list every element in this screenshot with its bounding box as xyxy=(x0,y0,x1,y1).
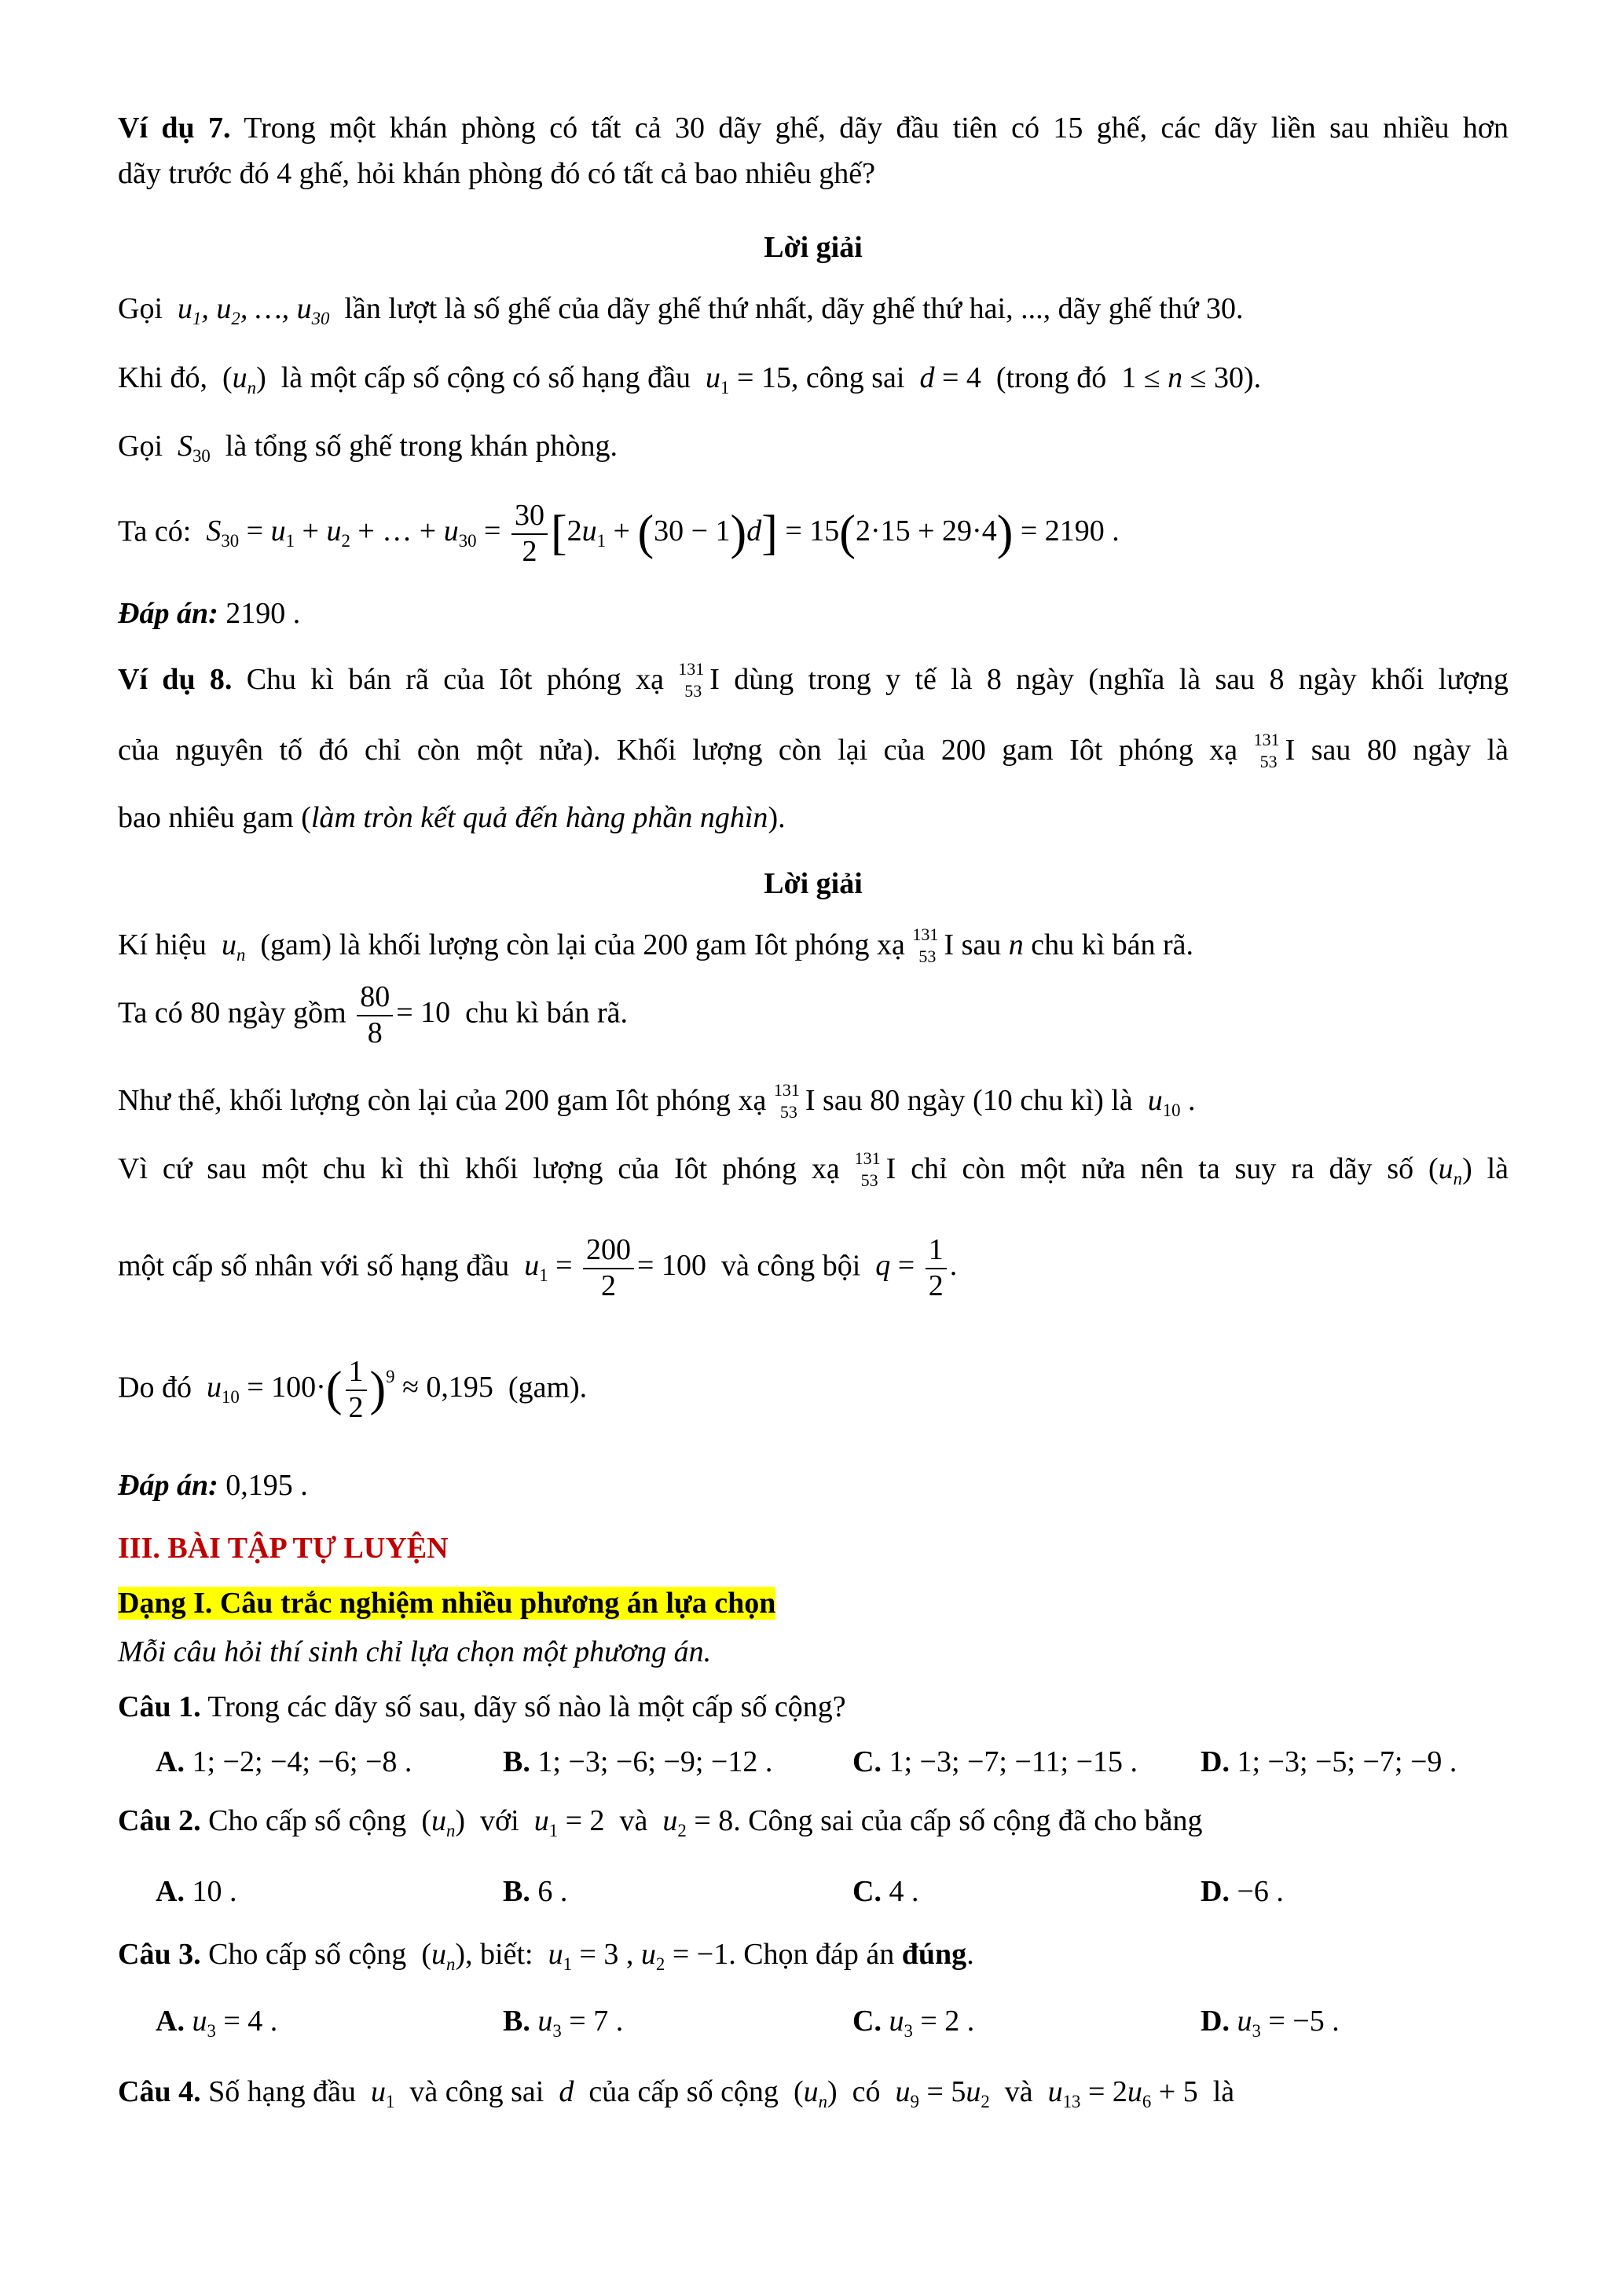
text: 8 xyxy=(986,663,1002,696)
math-expression: $u_{10}$ . xyxy=(1147,1084,1196,1120)
text: Câu 3. xyxy=(118,1938,201,1971)
example-7-text-2: dãy trước đó 4 ghế, hỏi khán phòng đó có tất cả bao nhiêu ghế? xyxy=(118,157,876,190)
text: một cấp số nhân với số hạng đầu xyxy=(118,1249,510,1283)
text: 8 xyxy=(1269,663,1285,696)
text: Câu 4. xyxy=(118,2075,201,2108)
text: 200 xyxy=(940,734,986,767)
example-8-solution-title: Lời giải xyxy=(764,867,863,900)
question-2-option-c xyxy=(852,1873,918,1911)
iodine-131-symbol: 131 53 xyxy=(678,659,705,701)
text: ngày (10 chu kì) là xyxy=(907,1084,1133,1117)
example-7-solution-line-3 xyxy=(118,428,618,467)
text: D. xyxy=(1201,1745,1230,1778)
text: Ta có xyxy=(118,996,183,1030)
text: 1; −2; −4; −6; −8 . xyxy=(192,1745,412,1778)
example-8-question-line-1 xyxy=(118,661,1509,699)
text: 80 xyxy=(1366,734,1397,767)
example-7-answer xyxy=(118,595,300,633)
text: là tổng số ghế trong khán phòng. xyxy=(225,430,618,463)
example-7-solution-line-1 xyxy=(118,291,1243,330)
text: làm tròn kết quả đến hàng phần nghìn xyxy=(310,801,768,834)
example-7-title: Ví dụ 7. xyxy=(118,112,231,145)
text: ngày khối lượng xyxy=(1298,663,1509,696)
math-expression: $u_2 = 8$ xyxy=(662,1804,734,1840)
example-7-question-line-2 xyxy=(118,156,875,193)
math-expression: $u_n$ xyxy=(221,928,246,965)
text: và xyxy=(1004,2075,1033,2108)
text: I xyxy=(885,1152,896,1185)
question-3 xyxy=(118,1936,974,1976)
question-2-option-a xyxy=(156,1873,236,1911)
text: 80 xyxy=(870,1084,900,1117)
text: Câu 2. xyxy=(118,1804,201,1837)
math-expression: d xyxy=(551,2075,581,2108)
text: 1; −3; −5; −7; −9 . xyxy=(1237,1745,1457,1778)
text: có xyxy=(852,2075,881,2108)
math-expression: $u_{13} = 2u_6 + 5$ xyxy=(1047,2075,1206,2111)
text: gam Iôt phóng xạ xyxy=(695,928,905,961)
text: 1; −3; −6; −9; −12 . xyxy=(537,1745,773,1778)
iodine-131-symbol: 131 53 xyxy=(773,1080,800,1122)
math-expression: $(u_n)$ xyxy=(1428,1152,1472,1188)
iodine-131-symbol: 131 53 xyxy=(1253,730,1280,772)
text: sau xyxy=(1311,734,1351,767)
question-2-option-b xyxy=(503,1873,567,1911)
answer-value: 0,195 . xyxy=(225,1469,308,1502)
text: . Chọn đáp án xyxy=(728,1938,895,1971)
text: A. xyxy=(156,2005,185,2038)
text: D. xyxy=(1201,2005,1230,2038)
section-heading: III. BÀI TẬP TỰ LUYỆN xyxy=(118,1532,449,1565)
math-expression: 1 ≤ n ≤ 30 xyxy=(1113,361,1244,394)
math-expression: $u_1 = 3$ , $u_2 = -1$ xyxy=(548,1938,729,1974)
text: Dạng I. Câu trắc nghiệm nhiều phương án lựa chọn xyxy=(118,1587,776,1620)
text: I xyxy=(1285,734,1296,767)
text: , biết: xyxy=(465,1938,533,1971)
text: và công bội xyxy=(720,1249,861,1283)
question-3-option-b: B. $u_3 = 7$ . xyxy=(503,2005,624,2041)
example-8-answer xyxy=(118,1467,308,1505)
text: Cho cấp số cộng xyxy=(208,1804,407,1837)
answer-label: Đáp án: xyxy=(118,1469,218,1502)
math-expression: $u_1$, $u_2$, …, $u_{30}$ xyxy=(170,292,330,328)
question-3-option-c: C. $u_3 = 2$ . xyxy=(852,2005,975,2041)
example-8-question-line-2 xyxy=(118,732,1509,770)
text: I xyxy=(805,1084,816,1117)
text: Trong các dãy số sau, dãy số nào là một cấp số cộng? xyxy=(207,1690,846,1723)
math-expression: $u_1 = 2$ xyxy=(533,1804,613,1840)
text: chỉ còn một nửa nên ta suy ra dãy số xyxy=(911,1152,1414,1185)
text: Do đó xyxy=(118,1371,192,1404)
text: I xyxy=(944,928,955,961)
text: Khi đó, xyxy=(118,361,207,394)
text: Cho cấp số cộng xyxy=(208,1938,407,1971)
text: C. xyxy=(852,1875,882,1908)
text: của cấp số cộng xyxy=(588,2075,779,2108)
text: (gam). xyxy=(508,1371,588,1404)
example-7-solution-line-4 xyxy=(118,499,1120,569)
question-1-option-b xyxy=(503,1744,772,1782)
text: là xyxy=(1212,2075,1235,2108)
math-expression: $u_{10} = 100\cdot$( $\frac{1}{2}$ )$^9$ ≈ 0,195 xyxy=(206,1355,501,1424)
text: ngày là xyxy=(1413,734,1509,767)
example-8-solution-line-2 xyxy=(118,980,628,1050)
math-expression: $(u_n)$ xyxy=(413,1938,466,1974)
math-expression: $u_1$ xyxy=(370,2075,395,2111)
text: Gọi xyxy=(118,292,163,325)
text: và công sai xyxy=(409,2075,544,2108)
text: B. xyxy=(503,2005,530,2038)
question-1-option-d xyxy=(1201,1744,1457,1782)
example-8-solution-line-1 xyxy=(118,927,1193,966)
question-2 xyxy=(118,1803,1203,1842)
example-7-solution-line-2 xyxy=(118,360,1261,399)
math-expression: $u_1 = 15$ xyxy=(706,361,791,397)
text: chu kì bán rã. xyxy=(1031,928,1194,961)
text: dùng trong y tế là xyxy=(734,663,973,696)
text: 6 . xyxy=(537,1875,568,1908)
example-7-question-line-1 xyxy=(118,110,1509,148)
text: với xyxy=(480,1804,519,1837)
text: ). xyxy=(1243,361,1262,394)
example-7-solution-title: Lời giải xyxy=(764,231,863,264)
text: 4 . xyxy=(889,1875,919,1908)
question-2-option-d xyxy=(1201,1873,1284,1911)
text: , công sai xyxy=(790,361,905,394)
text: của nguyên tố đó chỉ còn một nửa). Khối lượng còn lại của xyxy=(118,734,926,767)
text: A. xyxy=(156,1875,185,1908)
text: Vì cứ sau một chu kì thì khối lượng của Iôt phóng xạ xyxy=(118,1152,840,1185)
question-1 xyxy=(118,1689,846,1727)
example-8-solution-line-6 xyxy=(118,1355,587,1425)
example-8-solution-line-4 xyxy=(118,1148,1509,1191)
text: Gọi xyxy=(118,430,163,463)
text: Ta có: xyxy=(118,514,192,548)
answer-label: Đáp án: xyxy=(118,597,218,630)
text: B. xyxy=(503,1875,530,1908)
math-expression: d = 4 xyxy=(919,361,989,394)
text: ngày (nghĩa là sau xyxy=(1016,663,1256,696)
text: Câu 1. xyxy=(118,1690,201,1723)
math-expression: $\frac{80}{8}$ = 10 xyxy=(354,996,457,1029)
text: 200 xyxy=(504,1084,549,1117)
text: C. xyxy=(852,1745,882,1778)
example-8-question-line-3 xyxy=(118,800,786,837)
question-4 xyxy=(118,2074,1234,2113)
dang-heading xyxy=(118,1585,775,1623)
text: (trong đó xyxy=(995,361,1107,394)
example-8-solution-line-3 xyxy=(118,1082,1196,1122)
text: là một cấp số cộng có số hạng đầu xyxy=(280,361,691,394)
answer-value: 2190 . xyxy=(225,597,301,630)
math-expression: $S_{30}$ xyxy=(178,430,211,466)
text: Kí hiệu xyxy=(118,928,207,961)
example-7-text-1: Trong một khán phòng có tất cả 30 dãy ghế, dãy đầu tiên có 15 ghế, các dãy liền sau nhiều hơn xyxy=(244,112,1509,145)
text: A. xyxy=(156,1745,185,1778)
math-expression: q = $\frac{1}{2}$ . xyxy=(875,1233,958,1302)
math-expression: $u_1$ = $\frac{200}{2}$ = 100 xyxy=(524,1233,714,1302)
text: C. xyxy=(852,2005,882,2038)
text: lần lượt là số ghế của dãy ghế thứ nhất, dãy ghế thứ hai, ..., dãy ghế thứ 30. xyxy=(344,292,1244,325)
example-8-title: Ví dụ 8. xyxy=(118,663,233,696)
math-expression: $(u_n)$ xyxy=(786,2075,845,2111)
text: 10 . xyxy=(192,1875,237,1908)
iodine-131-symbol: 131 53 xyxy=(854,1148,881,1191)
text: B. xyxy=(503,1745,530,1778)
question-1-option-c xyxy=(852,1744,1138,1782)
example-8-solution-line-5 xyxy=(118,1233,957,1303)
text: −6 . xyxy=(1237,1875,1284,1908)
math-expression: $(u_n)$ xyxy=(413,1804,473,1840)
text: 80 xyxy=(190,996,221,1030)
text: I xyxy=(709,663,720,696)
text: Số hạng đầu xyxy=(208,2075,356,2108)
text: sau xyxy=(961,928,1002,961)
text: Như thế, khối lượng còn lại của xyxy=(118,1084,497,1117)
question-1-option-a xyxy=(156,1744,412,1782)
text: đúng xyxy=(901,1938,967,1971)
text: chu kì bán rã. xyxy=(465,996,628,1030)
text: gam Iôt phóng xạ xyxy=(556,1084,767,1117)
text: D. xyxy=(1201,1875,1230,1908)
text: n xyxy=(1008,928,1024,961)
text: ngày gồm xyxy=(227,996,346,1030)
text: gam Iôt phóng xạ xyxy=(1002,734,1238,767)
text: 200 xyxy=(643,928,688,961)
question-3-option-a: A. $u_3 = 4$ . xyxy=(156,2005,278,2041)
text: (gam) là khối lượng còn lại của xyxy=(260,928,636,961)
text: là xyxy=(1487,1152,1509,1185)
text: bao nhiêu gam ( xyxy=(118,801,311,834)
section-instruction: Mỗi câu hỏi thí sinh chỉ lựa chọn một phương án. xyxy=(118,1635,712,1668)
text: ). xyxy=(768,801,786,834)
text: sau xyxy=(823,1084,863,1117)
math-expression: $u_9 = 5u_2$ xyxy=(895,2075,990,2111)
math-expression: $S_{30} = u_1 + u_2$ + … + $u_{30}$ = $\frac{30}{2}$ $[2u_1 + (30 - 1)d] = 15(2\cdot 15 + 29\cdot 4) = 2190$ . xyxy=(206,499,1120,568)
text: Chu kì bán rã của Iôt phóng xạ xyxy=(246,663,664,696)
text: 1; −3; −7; −11; −15 . xyxy=(889,1745,1138,1778)
text: và xyxy=(619,1804,648,1837)
iodine-131-symbol: 131 53 xyxy=(912,925,939,967)
text: . xyxy=(966,1938,974,1971)
question-3-option-d: D. $u_3 = -5$ . xyxy=(1201,2005,1340,2041)
text: . Công sai của cấp số cộng đã cho bằng xyxy=(733,1804,1203,1837)
math-expression: $(u_n)$ xyxy=(214,361,274,397)
